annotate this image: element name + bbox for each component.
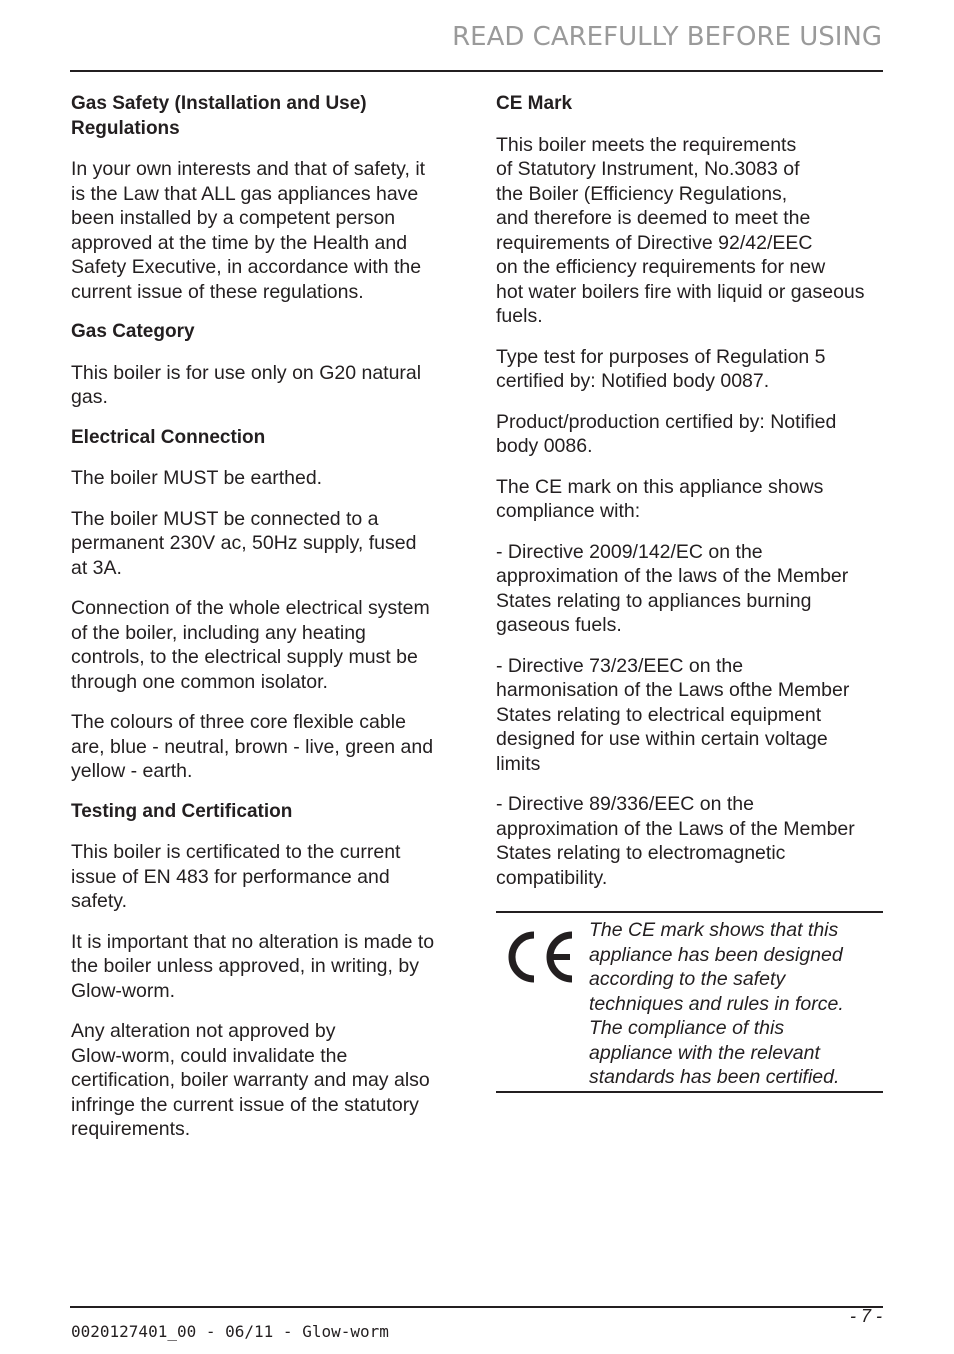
ce-notice-box	[496, 911, 883, 1093]
section-heading: Electrical Connection	[71, 426, 266, 448]
section-heading: Gas Safety (Installation and Use) Regulations	[71, 93, 367, 139]
body-paragraph: Type test for purposes of Regulation 5 certified by: Notified body 0087.	[496, 345, 826, 392]
body-paragraph: This boiler meets the requirements of Statutory Instrument, No.3083 of the Boiler (Efficiency Regulations, and therefore is deemed to meet the requirements of Directive 92/42/EEC on the efficiency requirements for new hot water boilers fire with liquid or gaseous fuels.	[496, 133, 865, 327]
body-paragraph: It is important that no alteration is made to the boiler unless approved, in writing, by Glow-worm.	[71, 930, 435, 1002]
body-paragraph: Any alteration not approved by Glow-worm, could invalidate the certification, boiler warranty and may also infringe the current issue of the statutory requirements.	[71, 1020, 430, 1140]
body-paragraph: - Directive 2009/142/EC on the approximation of the laws of the Member States relating to appliances burning gaseous fuels.	[496, 540, 849, 636]
body-paragraph: The colours of three core flexible cable are, blue - neutral, brown - live, green and yellow - earth.	[71, 711, 434, 782]
body-paragraph: This boiler is certificated to the current issue of EN 483 for performance and safety.	[71, 841, 401, 912]
page-header-title: READ CAREFULLY BEFORE USING	[452, 22, 882, 52]
footer-doc-ref: 0020127401_00 - 06/11 - Glow-worm	[71, 1322, 389, 1341]
page-number: - 7 -	[849, 1306, 882, 1326]
section-heading: Gas Category	[71, 321, 195, 342]
body-paragraph: The CE mark on this appliance shows compliance with:	[496, 475, 824, 522]
ce-notice-text: The CE mark shows that this appliance has been designed according to the safety techniques and rules in force. The compliance of this appliance with the relevant standards has been certified.	[589, 919, 844, 1088]
body-paragraph: In your own interests and that of safety, it is the Law that ALL gas appliances have been installed by a competent person approved at the time by the Health and Safety Executive, in accordance with the current issue of these regulations.	[71, 158, 426, 303]
left-column	[71, 92, 456, 1158]
body-paragraph: Connection of the whole electrical system of the boiler, including any heating controls, to the electrical supply must be through one common isolator.	[71, 597, 430, 693]
body-paragraph: The boiler MUST be connected to a permanent 230V ac, 50Hz supply, fused at 3A.	[71, 507, 417, 579]
body-paragraph: The boiler MUST be earthed.	[71, 467, 323, 489]
header-rule	[70, 70, 883, 72]
right-column	[496, 92, 886, 906]
ce-mark-icon	[506, 929, 576, 985]
body-paragraph: This boiler is for use only on G20 natural gas.	[71, 361, 422, 408]
body-paragraph: Product/production certified by: Notified body 0086.	[496, 410, 837, 457]
section-heading: Testing and Certification	[71, 800, 293, 822]
footer-rule	[70, 1306, 883, 1308]
body-paragraph: - Directive 73/23/EEC on the harmonisation of the Laws ofthe Member States relating to electrical equipment designed for use within certain voltage limits	[496, 654, 850, 775]
body-paragraph: - Directive 89/336/EEC on the approximation of the Laws of the Member States relating to electromagnetic compatibility.	[496, 793, 855, 889]
section-heading: CE Mark	[496, 93, 573, 114]
